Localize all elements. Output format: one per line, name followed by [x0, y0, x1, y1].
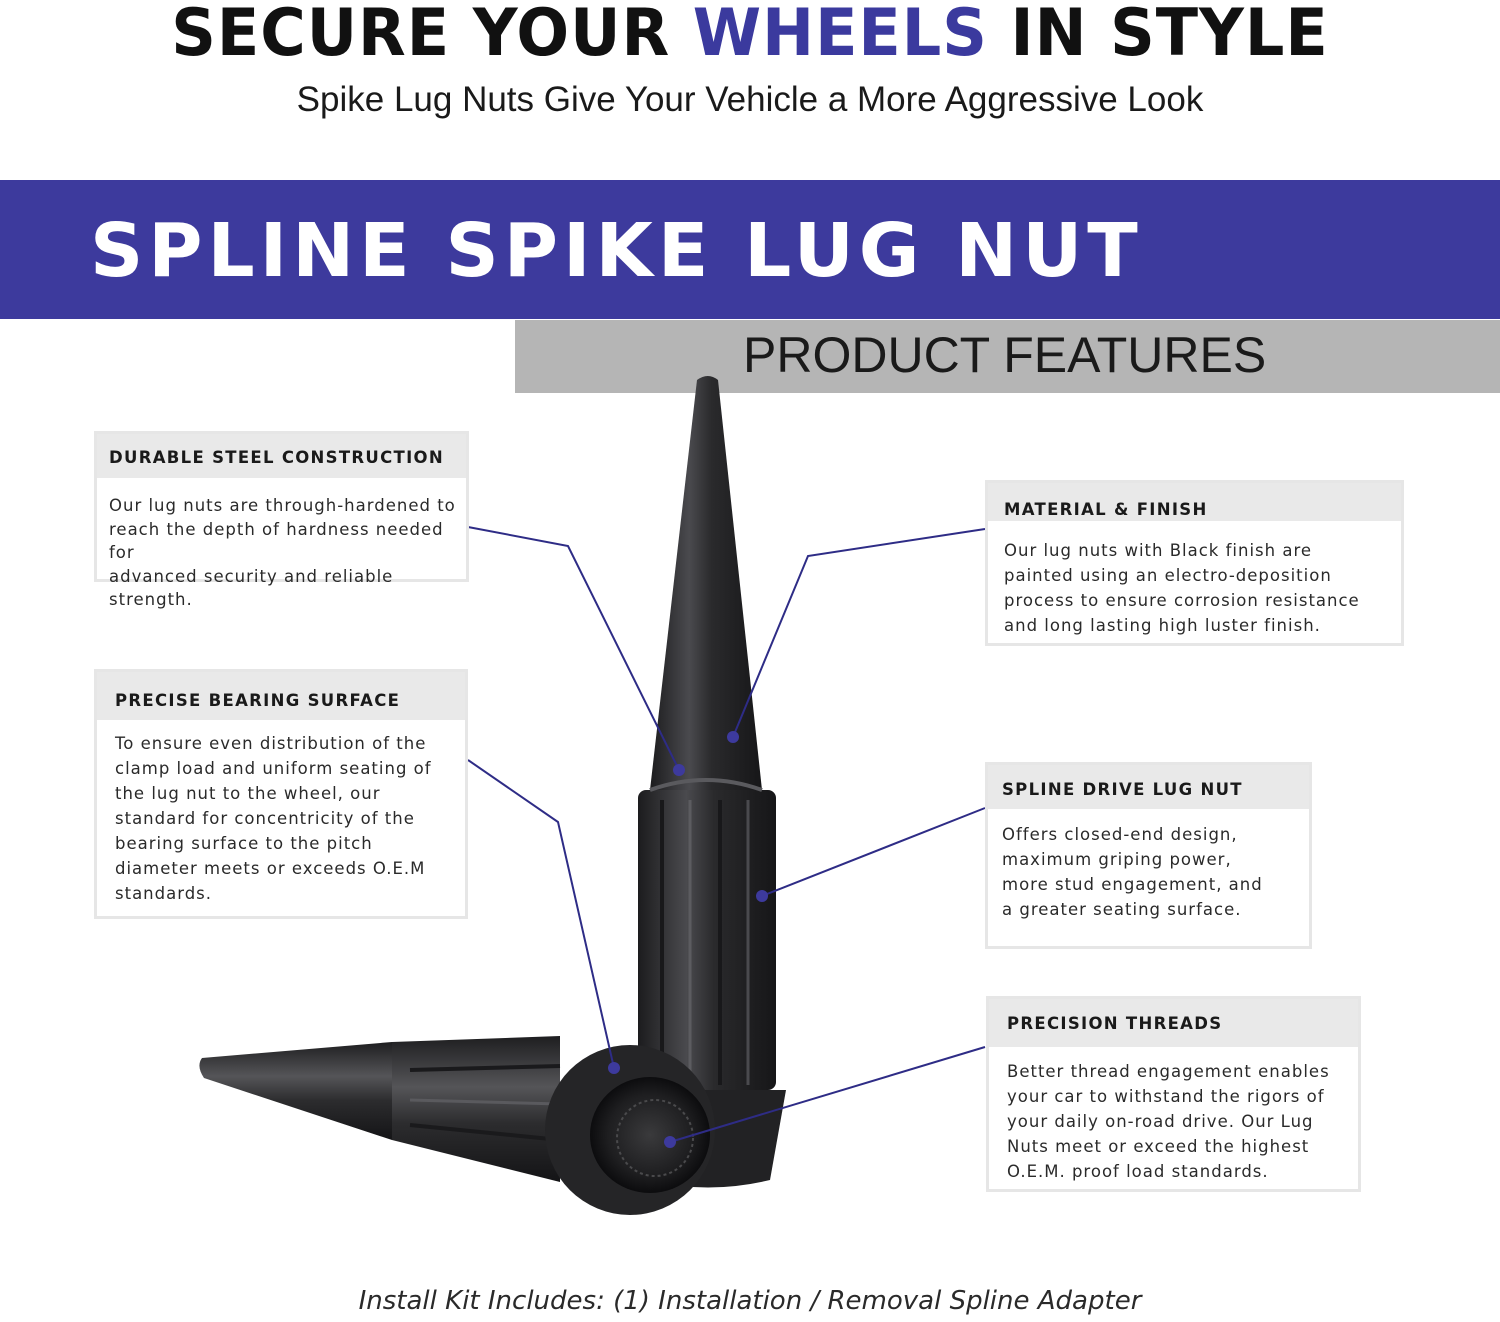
feature-card-bearing [94, 669, 468, 919]
feature-card-material [985, 480, 1404, 646]
headline-part2: IN STYLE [987, 0, 1329, 71]
install-kit-note: Install Kit Includes: (1) Installation / Removal Spline Adapter [358, 1286, 1142, 1316]
feature-body-durable: Our lug nuts are through-hardened to reach the depth of hardness needed for advanced security and reliable strength. [109, 496, 456, 609]
headline-part1: SECURE YOUR [171, 0, 693, 71]
feature-title-material: MATERIAL & FINISH [988, 483, 1401, 521]
feature-title-bearing: PRECISE BEARING SURFACE [97, 672, 465, 720]
feature-body-bearing: To ensure even distribution of the clamp load and uniform seating of the lug nut to the wheel, our standard for concentricity of the bearing surface to the pitch diameter meets or exceeds O.E.M standards. [115, 734, 432, 903]
feature-card-durable [94, 431, 469, 609]
feature-title-durable: DURABLE STEEL CONSTRUCTION [97, 434, 466, 478]
feature-body-threads: Better thread engagement enables your car to withstand the rigors of your daily on-road drive. Our Lug Nuts meet or exceed the highest O.E.M. proof load standards. [1007, 1062, 1330, 1181]
product-features-label: PRODUCT FEATURES [743, 327, 1267, 383]
headline-accent: WHEELS [692, 0, 988, 71]
feature-title-spline: SPLINE DRIVE LUG NUT [988, 765, 1309, 809]
feature-card-spline [985, 762, 1312, 949]
subheadline: Spike Lug Nuts Give Your Vehicle a More Aggressive Look [296, 80, 1204, 119]
feature-body-material: Our lug nuts with Black finish are painted using an electro-deposition process to ensure corrosion resistance and long lasting high luster finish. [1004, 541, 1360, 635]
lying-lug-nut [199, 1036, 715, 1215]
feature-title-threads: PRECISION THREADS [989, 999, 1358, 1047]
feature-card-threads [986, 996, 1361, 1192]
banner-title: SPLINE SPIKE LUG NUT [90, 208, 1143, 294]
feature-body-spline: Offers closed-end design, maximum griping power, more stud engagement, and a greater seating surface. [1002, 825, 1263, 919]
